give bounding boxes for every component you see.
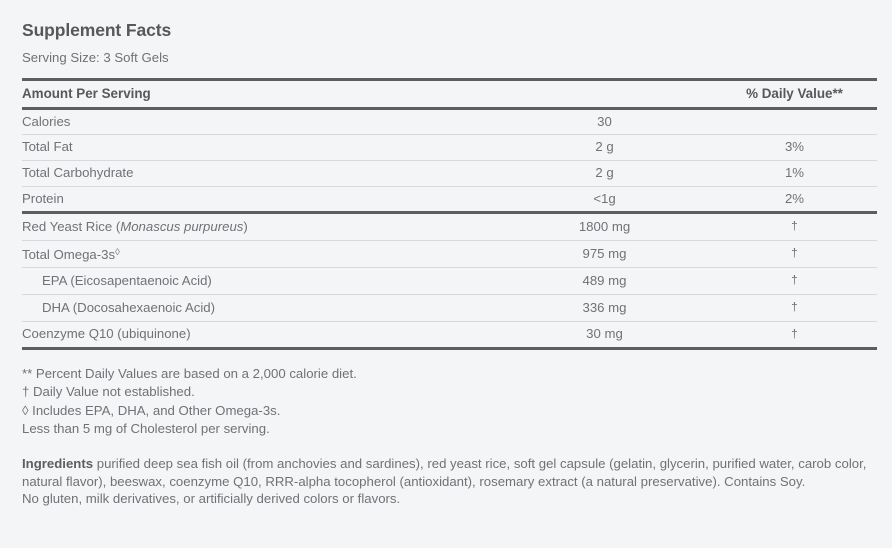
table-row <box>22 186 877 213</box>
allergen-note: No gluten, milk derivatives, or artificially derived colors or flavors. <box>22 491 401 507</box>
amount-column-header <box>497 79 712 108</box>
table-header-row <box>22 79 877 108</box>
serving-size-label: Serving Size: 3 Soft Gels <box>22 50 169 65</box>
nutrient-daily-value: 2% <box>712 186 877 213</box>
ingredients-label: Ingredients <box>22 456 94 471</box>
dagger-symbol: † <box>791 302 798 314</box>
nutrient-amount: 489 mg <box>497 268 712 295</box>
nutrient-name: Total Fat <box>22 135 497 161</box>
nutrient-amount: 30 <box>497 108 712 135</box>
daily-value-column-header: % Daily Value** <box>712 79 877 108</box>
nutrient-name-text: Total Omega-3s <box>22 246 116 262</box>
nutrient-daily-value <box>712 240 877 268</box>
footnote-percent-daily-value: ** Percent Daily Values are based on a 2,000 calorie diet. <box>22 366 357 382</box>
table-body <box>22 108 877 348</box>
table-row <box>22 268 877 295</box>
nutrient-name: Total Carbohydrate <box>22 161 497 187</box>
nutrient-name <box>22 213 497 241</box>
diamond-superscript-icon: ◊ <box>115 246 120 258</box>
nutrient-name-tail: ) <box>243 218 248 234</box>
table-row <box>22 135 877 161</box>
nutrient-amount: 30 mg <box>497 321 712 349</box>
nutrient-daily-value <box>712 213 877 241</box>
table-row <box>22 108 877 135</box>
nutrient-amount: 336 mg <box>497 295 712 322</box>
table-row <box>22 321 877 349</box>
footnote-daily-value-not-established: † Daily Value not established. <box>22 384 195 400</box>
nutrient-name-text: DHA (Docosahexaenoic Acid) <box>42 299 215 315</box>
table-row <box>22 295 877 322</box>
nutrient-name: Calories <box>22 108 497 135</box>
nutrient-amount: 1800 mg <box>497 213 712 241</box>
nutrient-name <box>22 240 497 268</box>
supplement-facts-table <box>22 78 877 350</box>
botanical-name: Monascus purpureus <box>120 218 244 234</box>
ingredients-body: purified deep sea fish oil (from anchovies and sardines), red yeast rice, soft gel capsule (gelatin, glycerin, purified water, carob color, natural flavor), beeswax, coenzyme Q10, RRR-alpha tocopherol (antioxidant), rosemary extract (a natural preservative). Contains Soy. <box>22 456 867 489</box>
nutrient-daily-value: 3% <box>712 135 877 161</box>
table-row <box>22 161 877 187</box>
dagger-symbol: † <box>791 328 798 341</box>
nutrient-daily-value: 1% <box>712 161 877 187</box>
nutrient-amount: 2 g <box>497 161 712 187</box>
footnote-cholesterol: Less than 5 mg of Cholesterol per serving. <box>22 420 270 436</box>
nutrient-amount: 2 g <box>497 135 712 161</box>
nutrient-daily-value <box>712 108 877 135</box>
footnotes <box>22 365 877 438</box>
nutrient-amount: <1g <box>497 186 712 213</box>
nutrient-name-text: EPA (Eicosapentaenoic Acid) <box>42 272 212 288</box>
dagger-symbol: † <box>791 221 798 234</box>
table-row <box>22 240 877 268</box>
nutrient-name: Protein <box>22 186 497 213</box>
dagger-symbol: † <box>791 275 798 288</box>
nutrient-daily-value <box>712 268 877 295</box>
nutrient-amount: 975 mg <box>497 240 712 268</box>
dagger-symbol: † <box>791 248 798 261</box>
table-row <box>22 213 877 241</box>
footnote-omega-3s: ◊ Includes EPA, DHA, and Other Omega-3s. <box>22 402 281 418</box>
nutrient-name: Coenzyme Q10 (ubiquinone) <box>22 321 497 349</box>
nutrient-daily-value <box>712 295 877 322</box>
ingredients-section <box>22 455 879 508</box>
page-title: Supplement Facts <box>22 20 172 40</box>
nutrient-daily-value <box>712 321 877 349</box>
amount-per-serving-header: Amount Per Serving <box>22 79 497 108</box>
nutrient-name-text: Red Yeast Rice ( <box>22 218 121 234</box>
nutrient-name <box>22 268 497 295</box>
nutrient-name <box>22 295 497 322</box>
